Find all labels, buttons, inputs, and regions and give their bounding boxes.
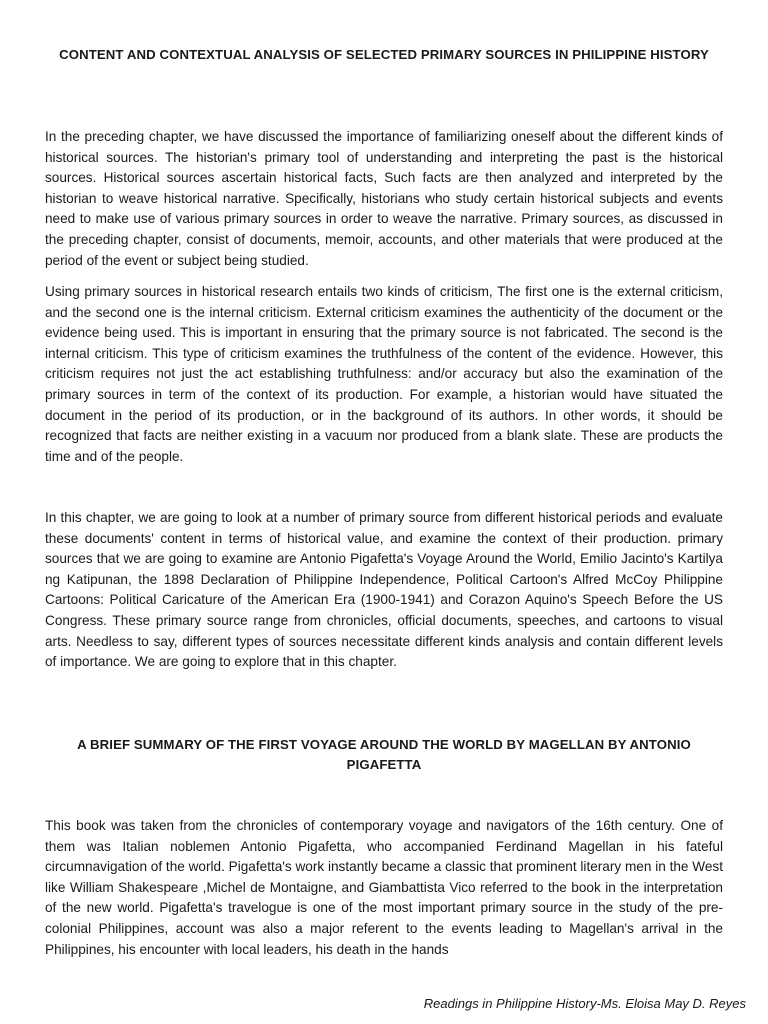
paragraph-pigafetta-summary: This book was taken from the chronicles of contemporary voyage and navigators of the 16th century. One of them was Italian noblemen Antonio Pigafetta, who accompanied Ferdinand Magellan in his fateful circumnavigation of the world. Pigafetta's work instantly became a classic that prominent literary men in the West like William Shakespeare ,Michel de Montaigne, and Giambattista Vico referred to the book in the interpretation of the new world. Pigafetta's travelogue is one of the most important primary source in the study of the pre-colonial Philippines, account was also a major referent to the events leading to Magellan's arrival in the Philippines, his encounter with local leaders, his death in the hands <box>45 818 723 957</box>
document-title: CONTENT AND CONTEXTUAL ANALYSIS OF SELECTED PRIMARY SOURCES IN PHILIPPINE HISTORY <box>59 47 709 62</box>
section-title: A BRIEF SUMMARY OF THE FIRST VOYAGE AROUND THE WORLD BY MAGELLAN BY ANTONIO PIGAFETTA <box>77 737 691 772</box>
paragraph-intro: In the preceding chapter, we have discussed the importance of familiarizing oneself about the different kinds of historical sources. The historian's primary tool of understanding and interpreting the past is the historical sources. Historical sources ascertain historical facts, Such facts are then analyzed and interpreted by the historian to weave historical narrative. Specifically, historians who study certain historical subjects and events need to make use of various primary sources in order to weave the narrative. Primary sources, as discussed in the preceding chapter, consist of documents, memoir, accounts, and other materials that were produced at the period of the event or subject being studied. <box>45 129 723 268</box>
paragraph-criticism: Using primary sources in historical research entails two kinds of criticism, The first one is the external criticism, and the second one is the internal criticism. External criticism examines the authenticity of the document or the evidence being used. This is important in ensuring that the primary source is not fabricated. The second is the internal criticism. This type of criticism examines the truthfulness of the content of the evidence. However, this criticism requires not just the act establishing truthfulness: and/or accuracy but also the examination of the primary sources in term of the context of its production. For example, a historian would have situated the document in the period of its production, or in the background of its authors. In other words, it should be recognized that facts are neither existing in a vacuum nor produced from a blank slate. These are products the time and of the people. <box>45 284 723 464</box>
page-footer: Readings in Philippine History-Ms. Eloisa May D. Reyes <box>423 996 746 1011</box>
paragraph-chapter-overview: In this chapter, we are going to look at a number of primary source from different historical periods and evaluate these documents' content in terms of historical value, and examine the context of their production. primary sources that we are going to examine are Antonio Pigafetta's Voyage Around the World, Emilio Jacinto's Kartilya ng Katipunan, the 1898 Declaration of Philippine Independence, Political Cartoon's Alfred McCoy Philippine Cartoons: Political Caricature of the American Era (1900-1941) and Corazon Aquino's Speech Before the US Congress. These primary source range from chronicles, official documents, speeches, and cartoons to visual arts. Needless to say, different types of sources necessitate different kinds analysis and contain different levels of importance. We are going to explore that in this chapter. <box>45 510 723 670</box>
